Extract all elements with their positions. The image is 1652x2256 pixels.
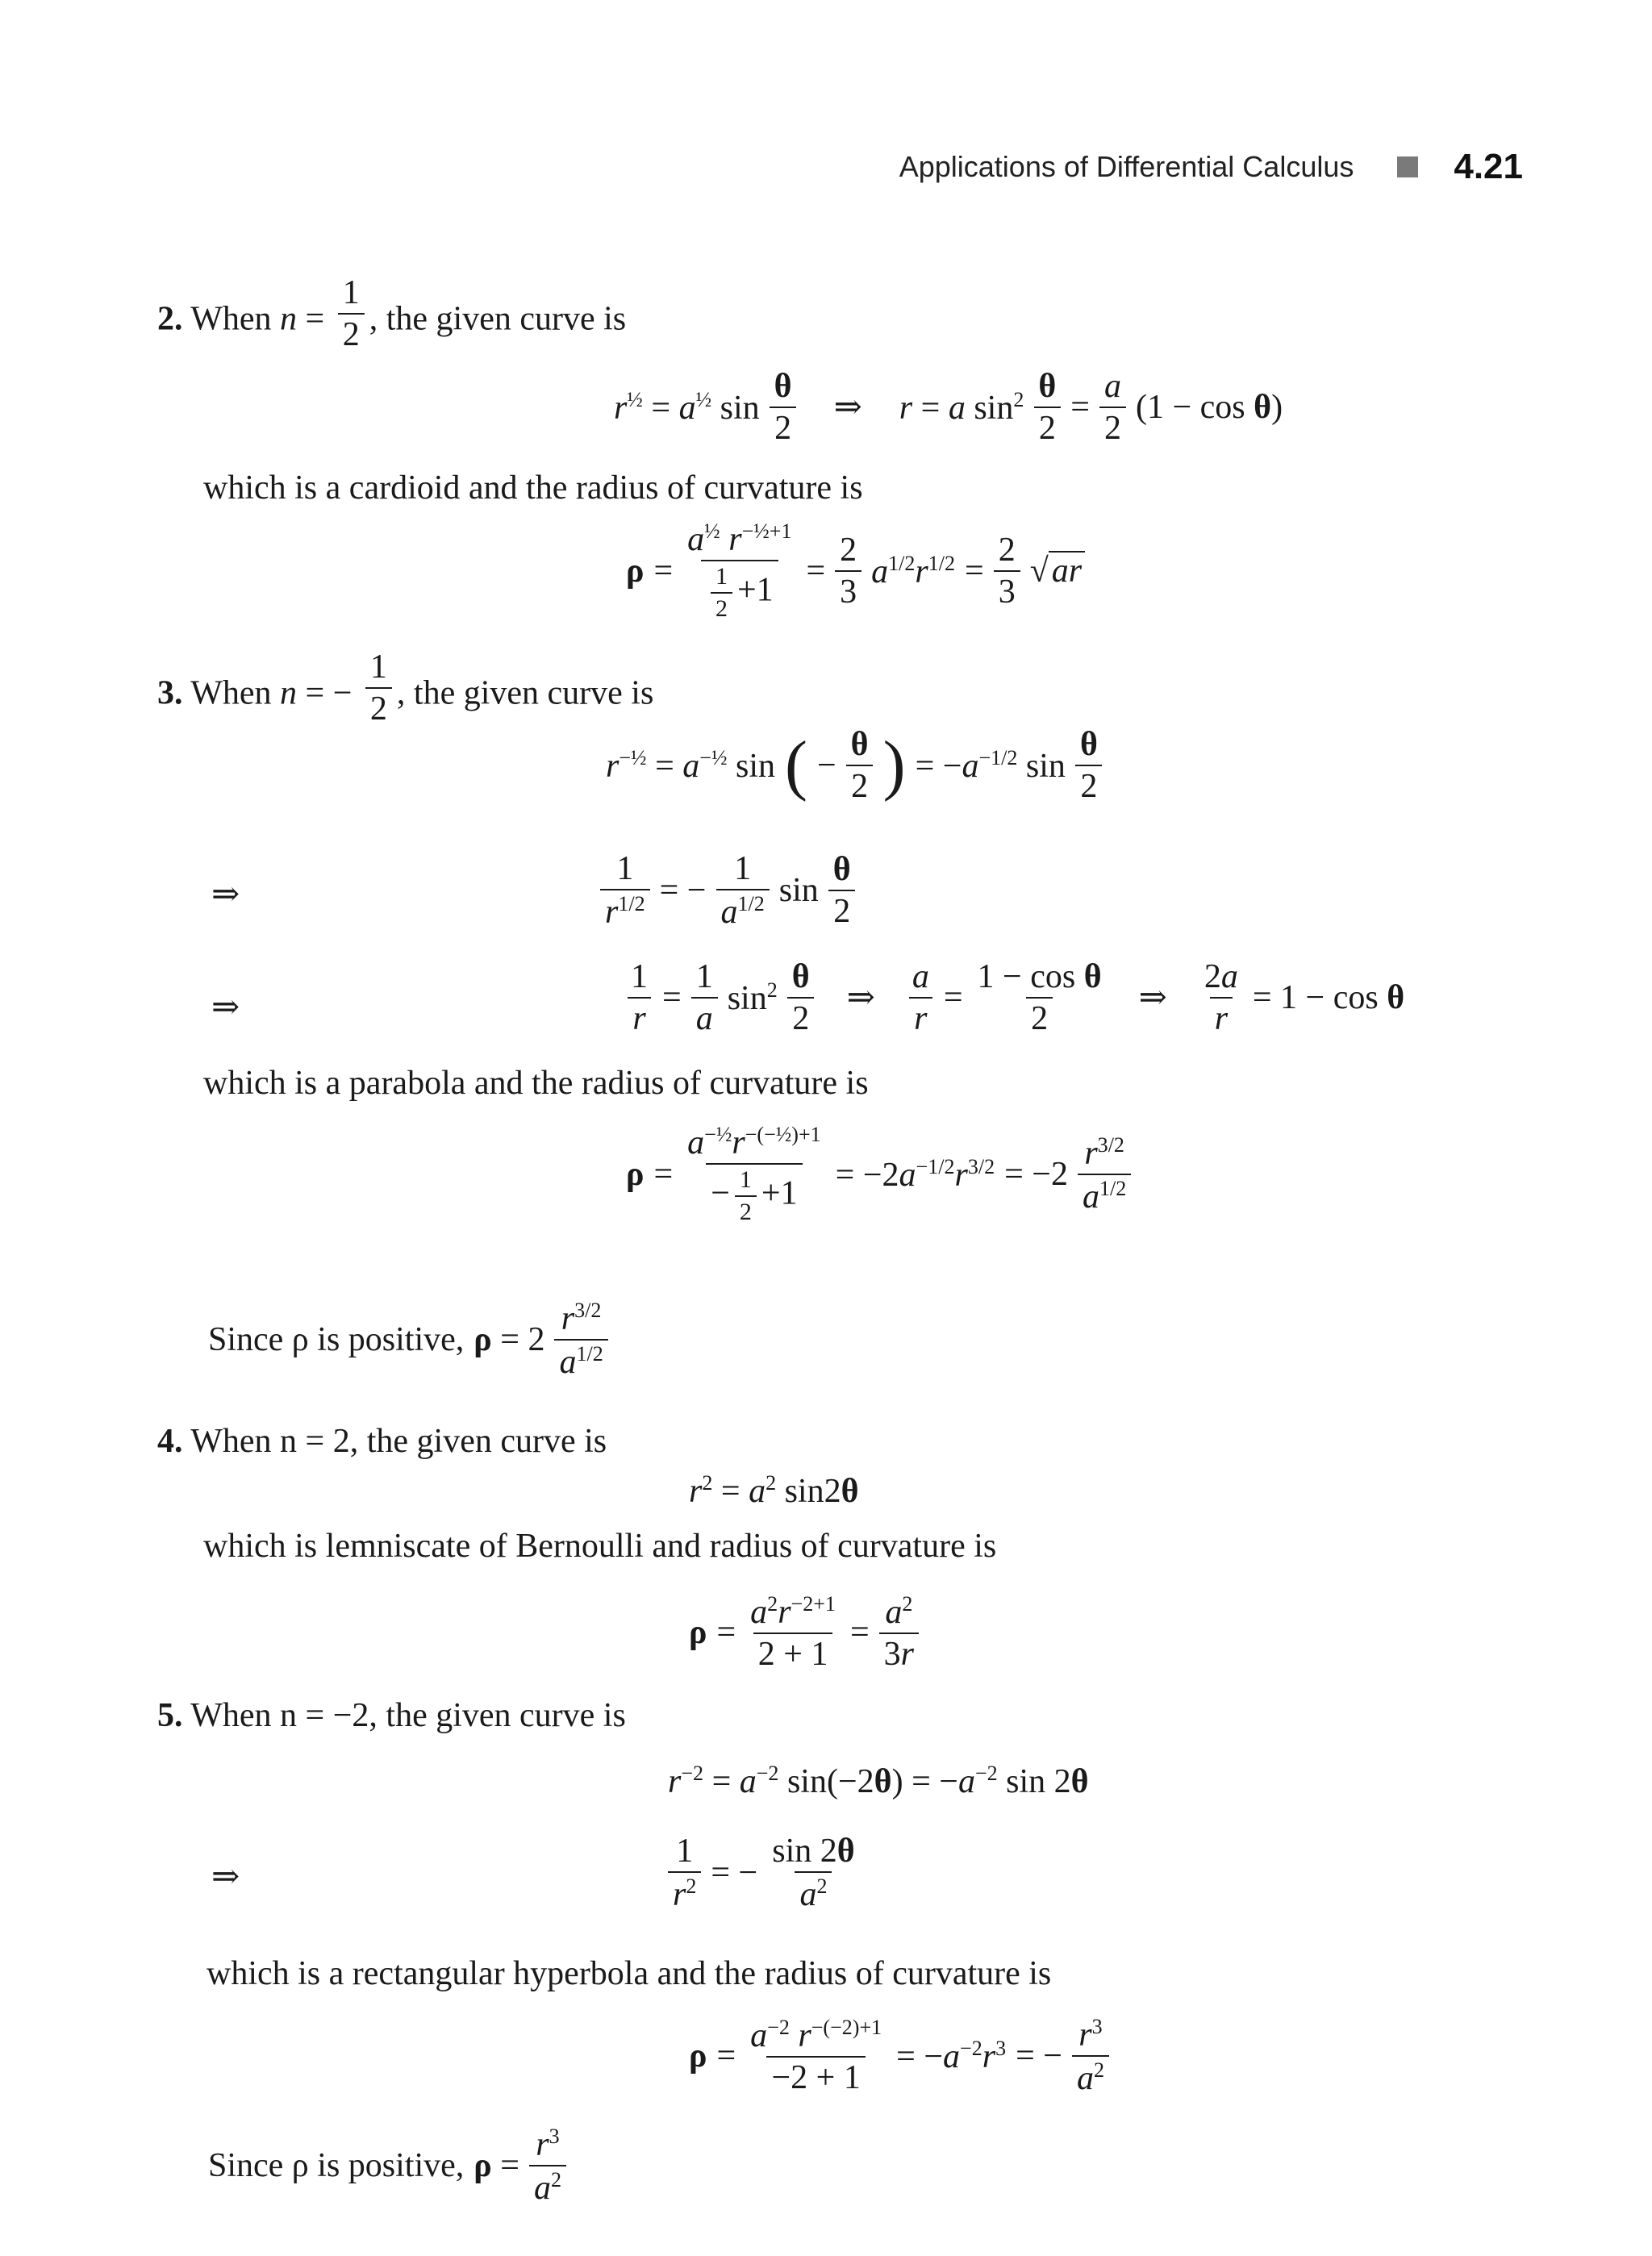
implies-icon: ⇒ (211, 876, 240, 913)
page-number: 4.21 (1454, 147, 1523, 186)
item-3-step-1: $\frac{1}{r^{1/2}}$ = − $\frac{1}{a^{1/2}}$ sin $\frac{\theta}{2}$ (595, 852, 861, 929)
header-title: Applications of Differential Calculus (899, 150, 1354, 183)
item-3-text: which is a parabola and the radius of curvature is (203, 1065, 869, 1102)
item-4-equation: $r^2 = a^2$ sin2θ (689, 1471, 859, 1510)
item-4-text: which is lemniscate of Bernoulli and radius of curvature is (203, 1528, 997, 1565)
item-5-text: which is a rectangular hyperbola and the radius of curvature is (206, 1955, 1052, 1992)
running-header (899, 147, 1523, 187)
item-5-since: Since ρ is positive, ρ = $\frac{r^3}{a^2}$ (203, 2126, 571, 2205)
item-3-equation: $r^{-\frac{1}{2}} = a^{-\frac{1}{2}}$ sin ( − $\frac{\theta}{2}$ ) = $-a^{-1/2}$ sin $\frac{\theta}{2}$ (601, 728, 1108, 803)
item-2-intro: 2. When n = $\frac{1}{2}$ , the given curve is (157, 274, 627, 353)
implies-icon: ⇒ (211, 989, 240, 1026)
item-2-rho: ρ = $a^{\frac{1}{2}}$ $r^{-\frac{1}{2}+1}$ $\frac{1}{2}$ +1 = $\frac{2}{3}$ $a^{1/2}r^{1/2}$ = $\frac{2}{3}$ √ar (621, 521, 1090, 621)
item-2-equation: $r^{\frac{1}{2}} = a^{\frac{1}{2}}$ sin $\frac{\theta}{2}$ ⇒ r = a $\sin^2$ $\frac{\theta}{2}$ = $\frac{a}{2}$ (1 − cos θ) (614, 368, 1283, 447)
item-3-intro: 3. When n = − $\frac{1}{2}$ , the given curve is (157, 648, 654, 728)
item-5-intro: 5. When n = −2, the given curve is (157, 1697, 626, 1734)
item-2-text: which is a cardioid and the radius of curvature is (203, 469, 863, 507)
item-3-since: Since ρ is positive, ρ = 2 $\frac{r^{3/2}}{a^{1/2}}$ (203, 1300, 613, 1379)
item-5-step: $\frac{1}{r^2}$ = − $\frac{\sin 2\theta}{a^2}$ (663, 1834, 865, 1912)
header-square-icon (1397, 156, 1418, 177)
item-5-rho: ρ = $\frac{a^{-2} r^{-(-2)+1}}{-2 + 1}$ = $-a^{-2}r^3$ = − $\frac{r^3}{a^2}$ (684, 2016, 1114, 2095)
item-3-rho: ρ = $a^{-\frac{1}{2}}r^{-(-\frac{1}{2})+1}$ − $\frac{1}{2}$ +1 = $-2a^{-1/2}r^{3/2}$ = −2 $\frac{r^{3/2}}{a^{1/2}}$ (621, 1124, 1136, 1224)
item-5-equation: $r^{-2} = a^{-2}$ $\sin(-2\theta) = -a^{-2}$ sin 2θ (668, 1762, 1089, 1800)
item-3-step-2: $\frac{1}{r}$ = $\frac{1}{a}$ $\sin^2$ $\frac{\theta}{2}$ ⇒ $\frac{a}{r}$ = $\frac{\text{1 − cos θ}}{2}$ ⇒ $\frac{2a}{r}$ = 1 − cos θ (621, 960, 1409, 1036)
implies-icon: ⇒ (211, 1858, 240, 1895)
item-4-rho: ρ = $\frac{a^2r^{-2+1}}{2 + 1}$ = $\frac{a^2}{3r}$ (684, 1594, 924, 1671)
item-4-intro: 4. When n = 2, the given curve is (157, 1423, 607, 1460)
